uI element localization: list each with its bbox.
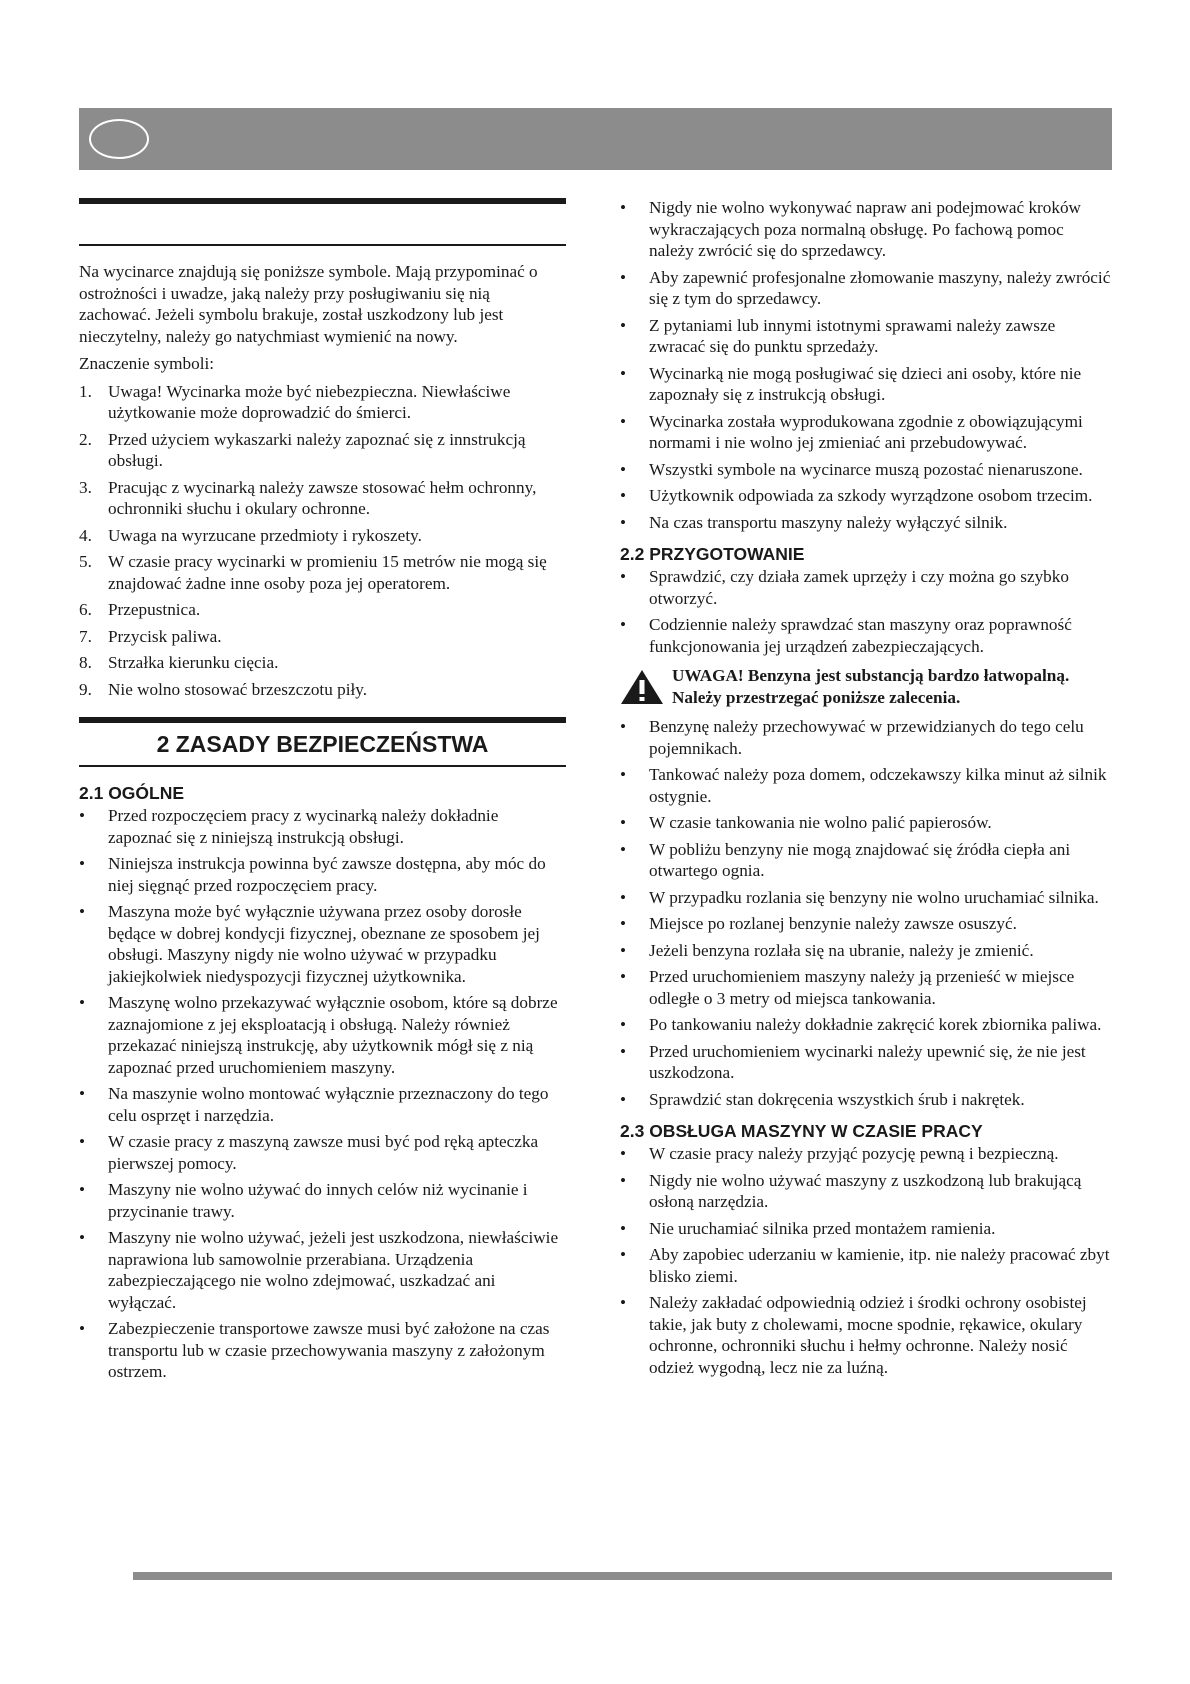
list-item: • Miejsce po rozlanej benzynie należy zawsze osuszyć. (620, 914, 1017, 933)
right-column (620, 197, 1112, 1383)
list-item: • Maszyny nie wolno używać, jeżeli jest uszkodzona, niewłaściwie naprawiona lub samowolnie przerabiana. Urządzenia zabezpieczającego nie wolno zdejmować, uszkadzać ani wyłączać. (79, 1228, 559, 1312)
preparation-list (620, 566, 1112, 657)
list-item: • Należy zakładać odpowiednią odzież i środki ochrony osobistej takie, jak buty z cholewami, mocne spodnie, rękawice, okulary ochronne, ochronniki słuchu i hełmy ochronne. Należy nosić odzież wygodną, lecz nie za luźną. (620, 1293, 1087, 1377)
footer-bar (133, 1572, 1112, 1580)
list-item: • Maszyna może być wyłącznie używana przez osoby dorosłe będące w dobrej kondycji fizycznej, obeznane ze sposobem jej obsługi. Maszyny nigdy nie wolno używać w przypadku jakiejkolwiek niedyspozycji fizycznej użytkownika. (79, 902, 540, 986)
symbols-list (79, 381, 566, 701)
warning-text: UWAGA! Benzyna jest substancją bardzo łatwopalną. Należy przestrzegać poniższe zalecenia. (672, 666, 1070, 707)
list-item: • Na czas transportu maszyny należy wyłączyć silnik. (620, 512, 1008, 532)
list-item: • Nie uruchamiać silnika przed montażem ramienia. (620, 1218, 996, 1238)
list-item: • Przed rozpoczęciem pracy z wycinarką należy dokładnie zapoznać się z niniejszą instrukcją obsługi. (79, 806, 499, 847)
list-item: • W pobliżu benzyny nie mogą znajdować się źródła ciepła ani otwartego ognia. (620, 839, 1071, 880)
list-item: 6. Przepustnica. (79, 600, 201, 619)
general-list-right (620, 197, 1112, 533)
list-item: 4. Uwaga na wyrzucane przedmioty i rykoszety. (79, 525, 422, 545)
list-item: • Przed uruchomieniem wycinarki należy upewnić się, że nie jest uszkodzona. (620, 1041, 1086, 1082)
list-item: 3. Pracując z wycinarką należy zawsze stosować hełm ochronny, ochronniki słuchu i okulary ochronne. (79, 477, 537, 518)
list-item: • Benzynę należy przechowywać w przewidzianych do tego celu pojemnikach. (620, 717, 1084, 758)
list-item: • Codziennie należy sprawdzać stan maszyny oraz poprawność funkcjonowania jej urządzeń zabezpieczających. (620, 615, 1072, 656)
language-badge-oval (89, 119, 149, 159)
left-column (79, 198, 566, 1388)
list-item: 9. Nie wolno stosować brzeszczotu piły. (79, 679, 368, 699)
list-item: 8. Strzałka kierunku cięcia. (79, 653, 279, 672)
list-item: • Nigdy nie wolno wykonywać napraw ani podejmować kroków wykraczających poza normalną obsługę. Po fachową pomoc należy zwrócić się do sprzedawcy. (620, 198, 1081, 260)
symbols-intro: Na wycinarce znajdują się poniższe symbole. Mają przypominać o ostrożności i uwadze, jaką należy przy posługiwaniu się nią zachować. Jeżeli symbolu brakuje, został uszkodzony lub jest nieczytelny, należy go natychmiast wymienić na nowy. (79, 262, 538, 346)
list-item: 2. Przed użyciem wykaszarki należy zapoznać się z innstrukcją obsługi. (79, 429, 526, 470)
operation-list (620, 1143, 1112, 1378)
list-item: 7. Przycisk paliwa. (79, 626, 222, 646)
symbols-meaning-label: Znaczenie symboli: (79, 354, 215, 373)
chapter-title: 2 ZASADY BEZPIECZEŃSTWA (156, 731, 489, 757)
section-heading-general: 2.1 OGÓLNE (79, 783, 185, 803)
list-item: • Tankować należy poza domem, odczekawszy kilka minut aż silnik ostygnie. (620, 765, 1107, 806)
list-item: 5. W czasie pracy wycinarki w promieniu 15 metrów nie mogą się znajdować żadne inne osoby poza jej operatorem. (79, 552, 547, 593)
list-item: • Jeżeli benzyna rozlała się na ubranie, należy je zmienić. (620, 940, 1034, 960)
list-item: • Maszyny nie wolno używać do innych celów niż wycinanie i przycinanie trawy. (79, 1180, 528, 1221)
list-item: • Wszystki symbole na wycinarce muszą pozostać nienaruszone. (620, 459, 1083, 479)
list-item: • W czasie pracy należy przyjąć pozycję pewną i bezpieczną. (620, 1144, 1059, 1163)
warning-triangle-icon (620, 669, 664, 705)
list-item: • W czasie pracy z maszyną zawsze musi być pod ręką apteczka pierwszej pomocy. (79, 1132, 539, 1173)
list-item: • Maszynę wolno przekazywać wyłącznie osobom, które są dobrze zaznajomione z jej eksploatacją i obsługą. Należy również przekazać niniejszą instrukcję, aby użytkownik mógł się z nią zapoznać przed uruchomieniem maszyny. (79, 993, 558, 1077)
fuel-list (620, 716, 1112, 1110)
list-item: • Sprawdzić stan dokręcenia wszystkich śrub i nakrętek. (620, 1089, 1025, 1109)
list-item: • Sprawdzić, czy działa zamek uprzęży i czy można go szybko otworzyć. (620, 567, 1069, 608)
list-item: • W czasie tankowania nie wolno palić papierosów. (620, 813, 992, 832)
header-band (79, 108, 1112, 170)
list-item: • Aby zapewnić profesjonalne złomowanie maszyny, należy zwrócić się z tym do sprzedawcy. (620, 267, 1111, 308)
list-item: • Wycinarką nie mogą posługiwać się dzieci ani osoby, które nie zapoznały się z instrukcją obsługi. (620, 363, 1082, 404)
list-item: • Na maszynie wolno montować wyłącznie przeznaczony do tego celu osprzęt i narzędzia. (79, 1084, 549, 1125)
fuel-warning (620, 665, 1112, 708)
general-list-left (79, 805, 566, 1383)
list-item: • Użytkownik odpowiada za szkody wyrządzone osobom trzecim. (620, 486, 1093, 505)
list-item: • Aby zapobiec uderzaniu w kamienie, itp. nie należy pracować zbyt blisko ziemi. (620, 1245, 1110, 1286)
list-item: • Przed uruchomieniem maszyny należy ją przenieść w miejsce odległe o 3 metry od miejsca tankowania. (620, 967, 1075, 1008)
section-title-space (79, 204, 566, 244)
section-heading-operation: 2.3 OBSŁUGA MASZYNY W CZASIE PRACY (620, 1121, 983, 1141)
list-item: • Po tankowaniu należy dokładnie zakręcić korek zbiornika paliwa. (620, 1015, 1102, 1034)
list-item: • W przypadku rozlania się benzyny nie wolno uruchamiać silnika. (620, 887, 1099, 907)
list-item: • Nigdy nie wolno używać maszyny z uszkodzoną lub brakującą osłoną narzędzia. (620, 1170, 1082, 1211)
list-item: 1. Uwaga! Wycinarka może być niebezpieczna. Niewłaściwe użytkowanie może doprowadzić do śmierci. (79, 381, 511, 422)
section-heading-preparation: 2.2 PRZYGOTOWANIE (620, 544, 805, 564)
list-item: • Wycinarka została wyprodukowana zgodnie z obowiązującymi normami i nie wolno jej zmieniać ani przebudowywać. (620, 411, 1083, 452)
list-item: • Zabezpieczenie transportowe zawsze musi być założone na czas transportu lub w czasie przechowywania maszyny z założonym ostrzem. (79, 1319, 550, 1381)
list-item: • Niniejsza instrukcja powinna być zawsze dostępna, aby móc do niej sięgnąć przed rozpoczęciem pracy. (79, 854, 546, 895)
list-item: • Z pytaniami lub innymi istotnymi sprawami należy zawsze zwracać się do punktu sprzedaży. (620, 315, 1056, 356)
